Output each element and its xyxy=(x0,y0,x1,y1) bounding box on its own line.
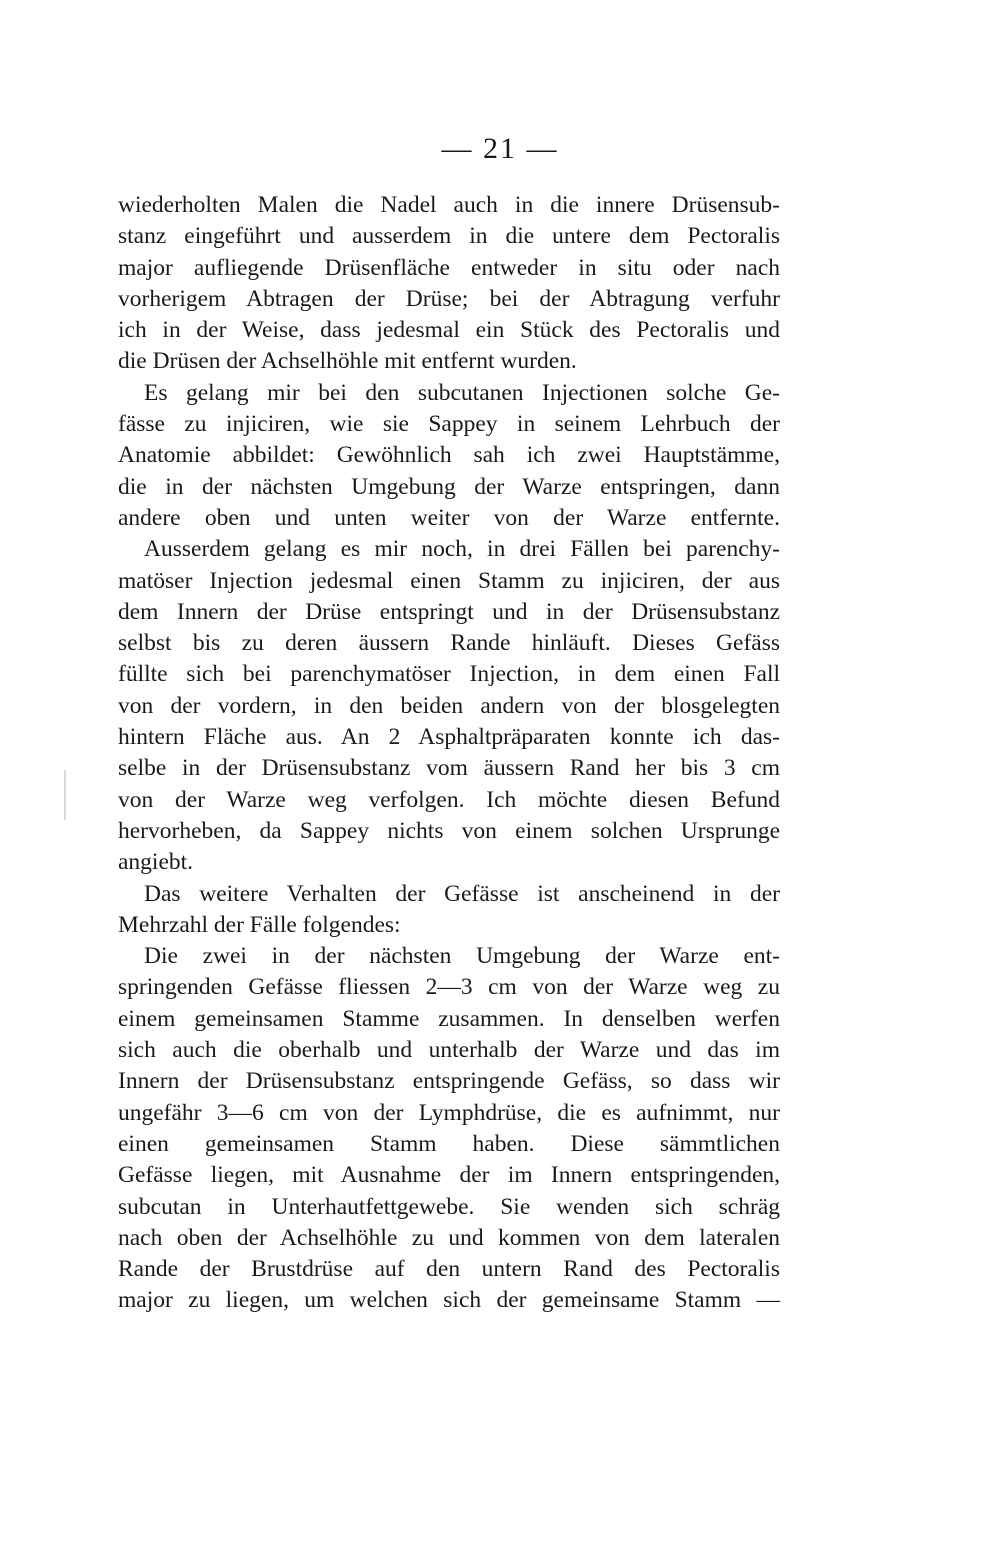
text-line: von der Warze weg verfolgen. Ich möchte diesen Befund xyxy=(118,786,780,813)
text-line: ungefähr 3—6 cm von der Lymphdrüse, die es aufnimmt, nur xyxy=(118,1099,780,1126)
scan-margin-mark xyxy=(64,770,66,820)
text-line: Die zwei in der nächsten Umgebung der Warze ent- xyxy=(144,943,780,970)
text-line: von der vordern, in den beiden andern von der blosgelegten xyxy=(118,692,780,719)
text-line: vorherigem Abtragen der Drüse; bei der Abtragung verfuhr xyxy=(118,285,780,312)
text-line: sich auch die oberhalb und unterhalb der Warze und das im xyxy=(118,1037,780,1064)
text-line: Gefässe liegen, mit Ausnahme der im Innern entspringenden, xyxy=(118,1162,780,1189)
text-line: füllte sich bei parenchymatöser Injection, in dem einen Fall xyxy=(118,661,780,688)
text-line: selbe in der Drüsensubstanz vom äussern Rand her bis 3 cm xyxy=(118,755,780,782)
text-line: einen gemeinsamen Stamm haben. Diese sämmtlichen xyxy=(118,1130,780,1157)
text-line: springenden Gefässe fliessen 2—3 cm von der Warze weg zu xyxy=(118,974,780,1001)
text-line: fässe zu injiciren, wie sie Sappey in seinem Lehrbuch der xyxy=(118,411,780,438)
text-line: Mehrzahl der Fälle folgendes: xyxy=(118,911,401,938)
text-line: nach oben der Achselhöhle zu und kommen von dem lateralen xyxy=(118,1224,780,1251)
body-text xyxy=(118,190,780,1317)
text-line: major aufliegende Drüsenfläche entweder in situ oder nach xyxy=(118,254,780,281)
text-line: andere oben und unten weiter von der Warze entfernte. xyxy=(118,504,780,531)
text-line: Es gelang mir bei den subcutanen Injectionen solche Ge- xyxy=(144,379,780,406)
text-line: angiebt. xyxy=(118,849,194,876)
text-line: selbst bis zu deren äussern Rande hinläuft. Dieses Gefäss xyxy=(118,630,780,657)
text-line: wiederholten Malen die Nadel auch in die innere Drüsensub- xyxy=(118,192,780,218)
text-line: die Drüsen der Achselhöhle mit entfernt wurden. xyxy=(118,348,577,375)
text-line: matöser Injection jedesmal einen Stamm zu injiciren, der aus xyxy=(118,567,780,594)
text-line: hervorheben, da Sappey nichts von einem solchen Ursprunge xyxy=(118,817,780,844)
text-line: Rande der Brustdrüse auf den untern Rand des Pectoralis xyxy=(118,1256,780,1283)
text-line: Das weitere Verhalten der Gefässe ist anscheinend in der xyxy=(144,880,780,907)
text-line: subcutan in Unterhautfettgewebe. Sie wenden sich schräg xyxy=(118,1193,780,1220)
text-line: einem gemeinsamen Stamme zusammen. In denselben werfen xyxy=(118,1005,780,1032)
text-line: major zu liegen, um welchen sich der gemeinsame Stamm — xyxy=(118,1287,780,1314)
text-line: ich in der Weise, dass jedesmal ein Stück des Pectoralis und xyxy=(118,317,780,344)
text-line: stanz eingeführt und ausserdem in die untere dem Pectoralis xyxy=(118,223,780,250)
text-line: Ausserdem gelang es mir noch, in drei Fällen bei parenchy- xyxy=(144,536,780,563)
text-line: Innern der Drüsensubstanz entspringende Gefäss, so dass wir xyxy=(118,1068,780,1095)
text-line: die in der nächsten Umgebung der Warze entspringen, dann xyxy=(118,473,780,500)
text-line: dem Innern der Drüse entspringt und in der Drüsensubstanz xyxy=(118,598,780,625)
text-line: hintern Fläche aus. An 2 Asphaltpräparaten konnte ich das- xyxy=(118,724,780,751)
text-line: Anatomie abbildet: Gewöhnlich sah ich zwei Hauptstämme, xyxy=(118,442,780,469)
page-number: — 21 — xyxy=(441,132,559,165)
